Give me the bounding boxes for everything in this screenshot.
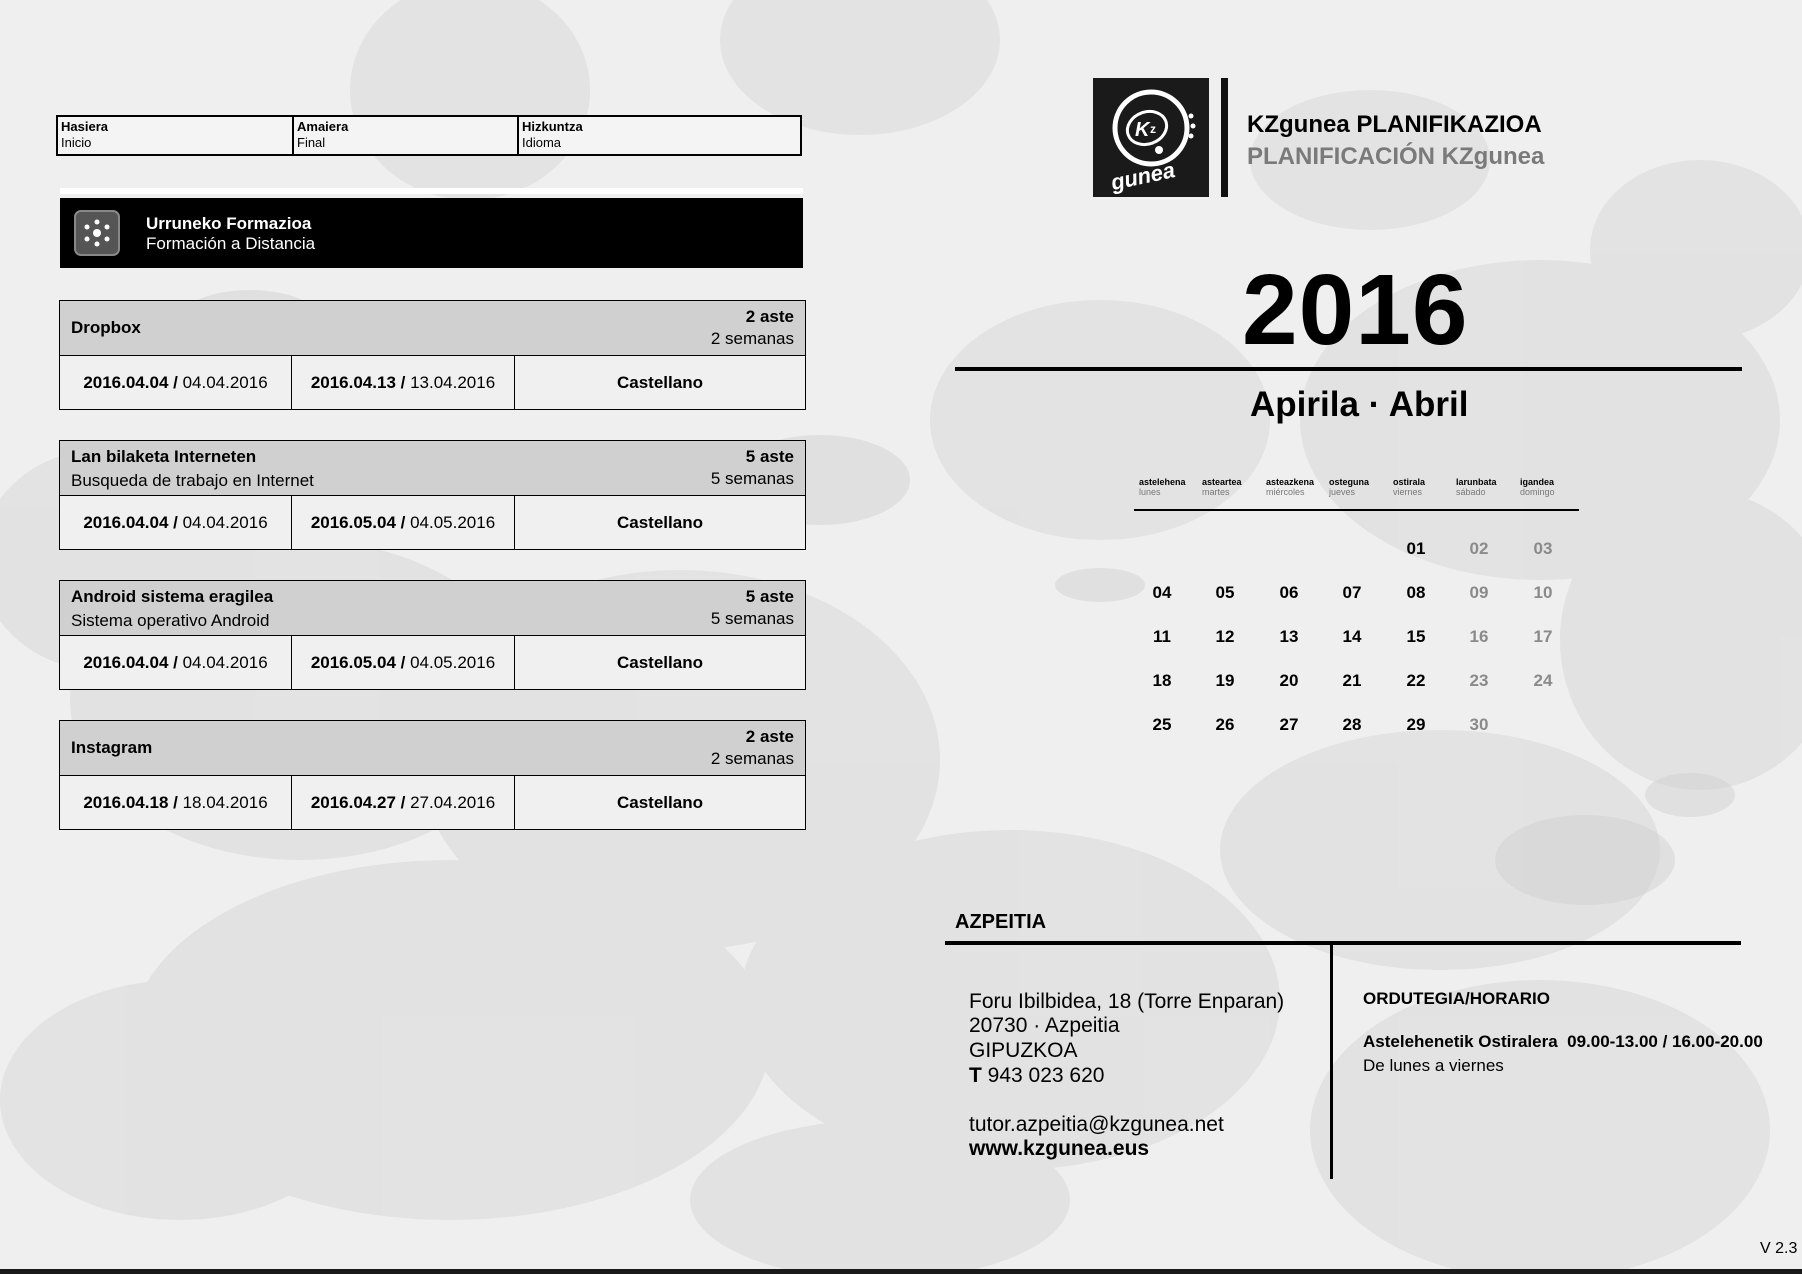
version-label: V 2.3	[1760, 1240, 1798, 1257]
course-dates-row	[60, 776, 805, 829]
course-duration-eu: 5 aste	[745, 447, 794, 466]
phone-number: 943 023 620	[987, 1064, 1105, 1087]
calendar-day: 19	[1215, 671, 1235, 690]
schedule-heading: ORDUTEGIA/HORARIO	[1363, 989, 1550, 1008]
course-dates-row	[60, 356, 805, 409]
year-rule	[955, 367, 1742, 371]
distance-learning-banner	[60, 198, 803, 268]
weekday-es: jueves	[1329, 487, 1356, 497]
phone-line	[969, 1064, 1104, 1088]
legend-start-eu: Hasiera	[61, 119, 108, 134]
legend-language-es: Idioma	[522, 135, 562, 150]
course-duration-es: 2 semanas	[710, 329, 794, 348]
calendar-day: 21	[1342, 671, 1362, 690]
weekday-es: domingo	[1520, 487, 1555, 497]
brand-title-eu: KZgunea PLANIFIKAZIOA	[1247, 111, 1542, 138]
calendar-day: 18	[1152, 671, 1172, 690]
course-end-date: 2016.05.04 / 04.05.2016	[292, 636, 515, 689]
address-line: Foru Ibilbidea, 18 (Torre Enparan)	[969, 990, 1285, 1013]
email-link[interactable]: tutor.azpeitia@kzgunea.net	[969, 1113, 1224, 1136]
calendar-day: 06	[1279, 583, 1299, 602]
calendar-day: 29	[1406, 715, 1426, 734]
divider	[60, 188, 803, 194]
calendar-day: 05	[1215, 583, 1235, 602]
website-link[interactable]: www.kzgunea.eus	[969, 1137, 1150, 1160]
schedule-hours: 09.00-13.00 / 16.00-20.00	[1567, 1032, 1763, 1051]
column-legend	[56, 115, 802, 156]
brand-title-es: PLANIFICACIÓN KZgunea	[1247, 143, 1545, 170]
address-line: GIPUZKOA	[969, 1039, 1078, 1062]
calendar-day: 13	[1279, 627, 1299, 646]
calendar-day: 10	[1533, 583, 1553, 602]
course-language: Castellano	[617, 512, 703, 532]
course-dates-row	[60, 496, 805, 549]
weekday-es: sábado	[1456, 487, 1486, 497]
calendar-day: 22	[1406, 671, 1426, 690]
network-icon	[74, 210, 120, 256]
course-end-date: 2016.04.13 / 13.04.2016	[292, 356, 515, 409]
location-rule	[945, 941, 1741, 945]
calendar-day: 01	[1406, 539, 1426, 558]
course-header	[60, 721, 805, 776]
course-subtitle: Sistema operativo Android	[71, 611, 270, 630]
weekday-header	[1139, 477, 1199, 497]
course-subtitle: Busqueda de trabajo en Internet	[71, 471, 314, 490]
course-duration-eu: 2 aste	[745, 307, 794, 326]
weekday-eu: igandea	[1520, 477, 1555, 487]
course-title: Android sistema eragilea	[71, 587, 274, 606]
course-card	[59, 720, 806, 830]
location-column-divider	[1330, 945, 1333, 1179]
location-name: AZPEITIA	[955, 911, 1047, 933]
phone-label: T	[969, 1064, 982, 1087]
weekday-eu: larunbata	[1456, 477, 1497, 487]
calendar-day: 30	[1469, 715, 1489, 734]
calendar-day: 03	[1533, 539, 1553, 558]
course-duration-eu: 5 aste	[745, 587, 794, 606]
course-language: Castellano	[617, 372, 703, 392]
course-header	[60, 441, 805, 496]
schedule-days-es: De lunes a viernes	[1363, 1056, 1504, 1075]
weekday-eu: ostirala	[1393, 477, 1426, 487]
weekday-es: lunes	[1139, 487, 1161, 497]
calendar-day: 11	[1153, 627, 1171, 646]
course-dates-row	[60, 636, 805, 689]
calendar-day: 26	[1215, 715, 1235, 734]
calendar-day: 15	[1406, 627, 1426, 646]
course-header	[60, 301, 805, 356]
banner-title-es: Formación a Distancia	[146, 234, 316, 253]
calendar-day: 17	[1533, 627, 1553, 646]
calendar-day: 04	[1152, 583, 1172, 602]
legend-end-es: Final	[297, 135, 326, 150]
legend-start	[58, 117, 294, 154]
bottom-bar	[0, 1269, 1802, 1274]
calendar-day: 27	[1279, 715, 1299, 734]
weekday-eu: astelehena	[1139, 477, 1186, 487]
legend-end	[294, 117, 519, 154]
course-language: Castellano	[617, 792, 703, 812]
course-start-date: 2016.04.18 / 18.04.2016	[60, 776, 292, 829]
course-title: Lan bilaketa Interneten	[71, 447, 257, 466]
legend-start-es: Inicio	[61, 135, 92, 150]
weekday-header	[1520, 477, 1580, 497]
calendar-day: 25	[1152, 715, 1172, 734]
calendar-day: 23	[1469, 671, 1489, 690]
course-title: Dropbox	[71, 318, 141, 337]
weekday-eu: asteazkena	[1266, 477, 1315, 487]
calendar-day: 20	[1279, 671, 1299, 690]
calendar-day: 12	[1215, 627, 1235, 646]
course-start-date: 2016.04.04 / 04.04.2016	[60, 496, 292, 549]
course-duration-es: 5 semanas	[710, 609, 794, 628]
address-line: 20730 · Azpeitia	[969, 1014, 1120, 1037]
legend-language-eu: Hizkuntza	[522, 119, 583, 134]
banner-title-eu: Urruneko Formazioa	[146, 214, 312, 233]
weekday-eu: asteartea	[1202, 477, 1242, 487]
course-duration-es: 5 semanas	[710, 469, 794, 488]
weekday-header	[1202, 477, 1262, 497]
calendar-day: 24	[1533, 671, 1553, 690]
course-card	[59, 300, 806, 410]
schedule-line	[1363, 1032, 1763, 1052]
svg-text:z: z	[1150, 122, 1156, 136]
svg-text:gunea: gunea	[1108, 157, 1178, 196]
course-card	[59, 580, 806, 690]
weekday-eu: osteguna	[1329, 477, 1370, 487]
schedule-days: Astelehenetik Ostiralera	[1363, 1032, 1558, 1051]
weekday-es: viernes	[1393, 487, 1423, 497]
calendar-year: 2016	[1242, 254, 1469, 366]
weekday-es: miércoles	[1266, 487, 1305, 497]
calendar-day: 28	[1342, 715, 1362, 734]
calendar-day: 08	[1406, 583, 1426, 602]
svg-text:K: K	[1135, 119, 1150, 141]
weekday-header	[1456, 477, 1516, 497]
legend-language	[519, 117, 800, 154]
course-end-date: 2016.05.04 / 04.05.2016	[292, 496, 515, 549]
course-duration-es: 2 semanas	[710, 749, 794, 768]
weekday-header	[1393, 477, 1453, 497]
calendar-day: 07	[1342, 583, 1362, 602]
course-start-date: 2016.04.04 / 04.04.2016	[60, 636, 292, 689]
course-header	[60, 581, 805, 636]
calendar-day: 16	[1469, 627, 1489, 646]
weekday-es: martes	[1202, 487, 1230, 497]
logo-separator	[1221, 78, 1228, 197]
kzgunea-logo	[1093, 78, 1209, 197]
weekday-header	[1266, 477, 1326, 497]
course-card	[59, 440, 806, 550]
calendar-day: 09	[1469, 583, 1489, 602]
course-duration-eu: 2 aste	[745, 727, 794, 746]
course-end-date: 2016.04.27 / 27.04.2016	[292, 776, 515, 829]
weekday-header	[1329, 477, 1389, 497]
calendar-day: 14	[1342, 627, 1362, 646]
course-language: Castellano	[617, 652, 703, 672]
calendar-month: Apirila · Abril	[1250, 385, 1469, 424]
course-title: Instagram	[71, 738, 153, 757]
calendar-day: 02	[1469, 539, 1489, 558]
weekday-rule	[1134, 509, 1579, 511]
legend-end-eu: Amaiera	[297, 119, 349, 134]
course-start-date: 2016.04.04 / 04.04.2016	[60, 356, 292, 409]
